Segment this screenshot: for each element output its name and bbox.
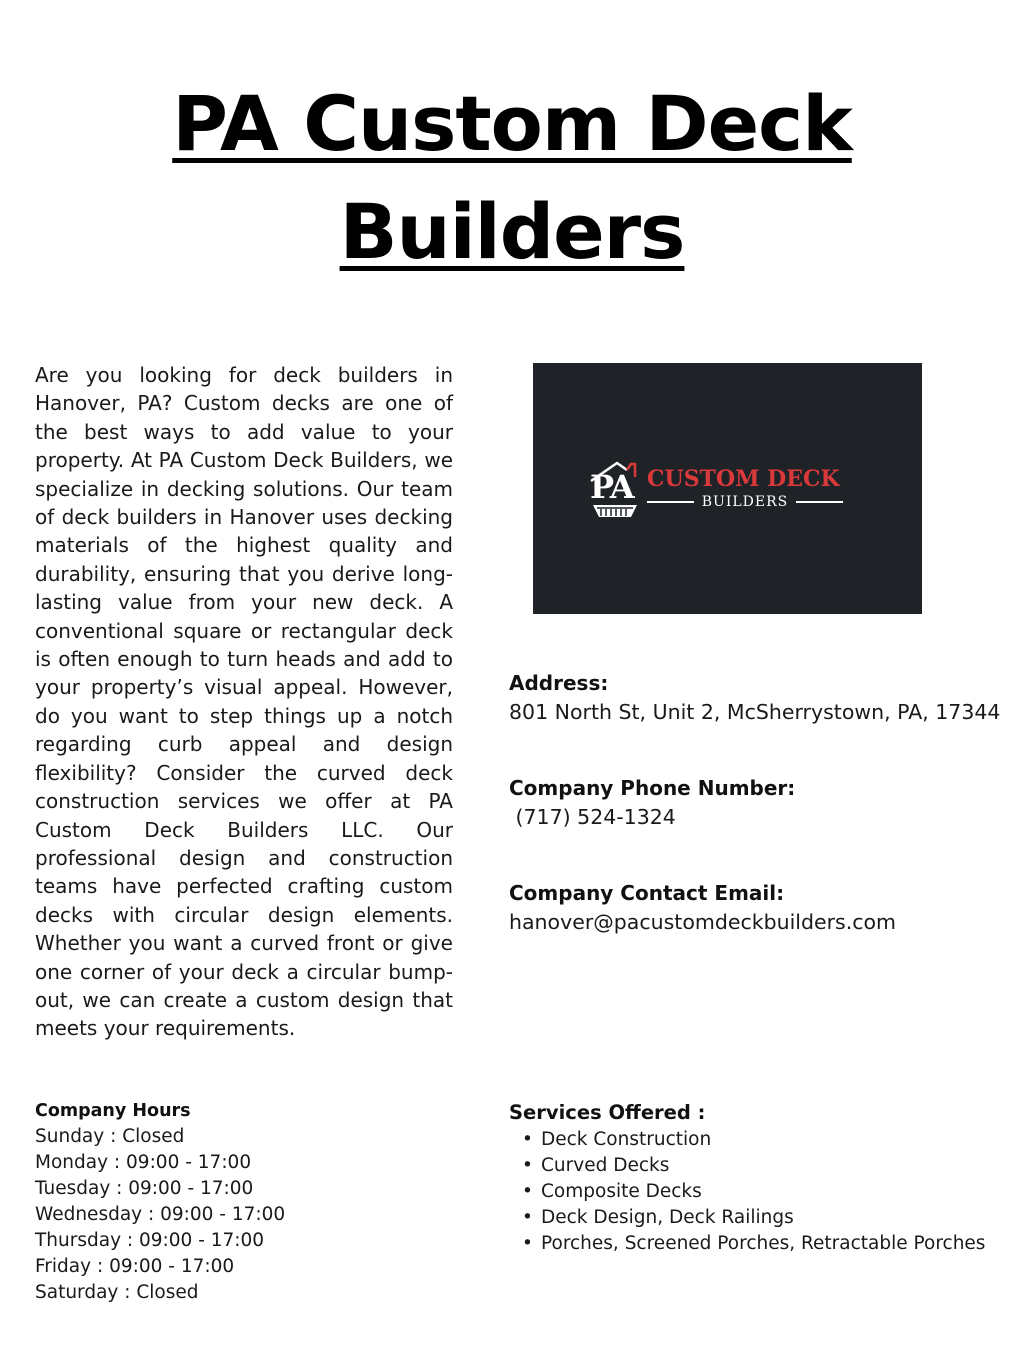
logo-sub-text: BUILDERS bbox=[701, 494, 789, 510]
list-item bbox=[509, 1179, 1009, 1205]
bullet-icon: • bbox=[522, 1207, 533, 1228]
hours-row: Thursday : 09:00 - 17:00 bbox=[35, 1230, 265, 1251]
bullet-icon: • bbox=[522, 1155, 533, 1176]
address-value: 801 North St, Unit 2, McSherrystown, PA, 17344 bbox=[509, 700, 1001, 724]
phone-value[interactable]: (717) 524-1324 bbox=[509, 805, 676, 829]
title-line-2: Builders bbox=[339, 187, 685, 276]
email-block bbox=[509, 879, 1019, 937]
service-label: Curved Decks bbox=[541, 1155, 670, 1176]
bullet-icon: • bbox=[522, 1181, 533, 1202]
company-logo bbox=[533, 363, 922, 614]
services-offered bbox=[509, 1099, 1009, 1257]
hours-row: Saturday : Closed bbox=[35, 1282, 199, 1303]
bullet-icon: • bbox=[522, 1129, 533, 1150]
address-label: Address: bbox=[509, 671, 609, 695]
intro-paragraph: Are you looking for deck builders in Hanover, PA? Custom decks are one of the best ways to add value to your property. At PA Custom Deck Builders, we specialize in decking solutions. Our team of deck builders in Hanover uses decking materials of the highest quality and durability, ensuring that you derive long-lasting value from your new deck. A conventional square or rectangular deck is often enough to turn heads and add to your property’s visual appeal. However, do you want to step things up a notch regarding curb appeal and design flexibility? Consider the curved deck construction services we offer at PA Custom Deck Builders LLC. Our professional design and construction teams have perfected crafting custom decks with circular design elements. Whether you want a curved front or give one corner of your deck a circular bump-out, we can create a custom design that meets your requirements. bbox=[35, 363, 453, 1041]
service-label: Deck Design, Deck Railings bbox=[541, 1207, 794, 1228]
hours-row: Sunday : Closed bbox=[35, 1126, 185, 1147]
phone-block bbox=[509, 774, 1019, 832]
company-hours bbox=[35, 1098, 435, 1306]
service-label: Deck Construction bbox=[541, 1129, 712, 1150]
title-line-1: PA Custom Deck bbox=[172, 79, 852, 168]
hours-heading: Company Hours bbox=[35, 1101, 191, 1121]
list-item bbox=[509, 1205, 1009, 1231]
list-item bbox=[509, 1127, 1009, 1153]
service-label: Porches, Screened Porches, Retractable Porches bbox=[541, 1233, 986, 1254]
logo-pa-mark: PA bbox=[590, 468, 633, 506]
hours-row: Tuesday : 09:00 - 17:00 bbox=[35, 1178, 254, 1199]
page-title bbox=[0, 70, 1024, 286]
bullet-icon: • bbox=[522, 1233, 533, 1254]
hours-row: Monday : 09:00 - 17:00 bbox=[35, 1152, 252, 1173]
address-block bbox=[509, 669, 1019, 727]
list-item bbox=[509, 1153, 1009, 1179]
hours-row: Friday : 09:00 - 17:00 bbox=[35, 1256, 235, 1277]
service-label: Composite Decks bbox=[541, 1181, 702, 1202]
logo-divider-left bbox=[647, 501, 694, 503]
email-label: Company Contact Email: bbox=[509, 881, 785, 905]
phone-label: Company Phone Number: bbox=[509, 776, 796, 800]
list-item bbox=[509, 1231, 1009, 1257]
services-list bbox=[509, 1127, 1009, 1257]
services-heading: Services Offered : bbox=[509, 1101, 706, 1124]
logo-divider-right bbox=[796, 501, 843, 503]
hours-row: Wednesday : 09:00 - 17:00 bbox=[35, 1204, 286, 1225]
logo-subtitle bbox=[647, 494, 843, 510]
email-value[interactable]: hanover@pacustomdeckbuilders.com bbox=[509, 910, 897, 934]
logo-name: CUSTOM DECK bbox=[647, 466, 840, 492]
